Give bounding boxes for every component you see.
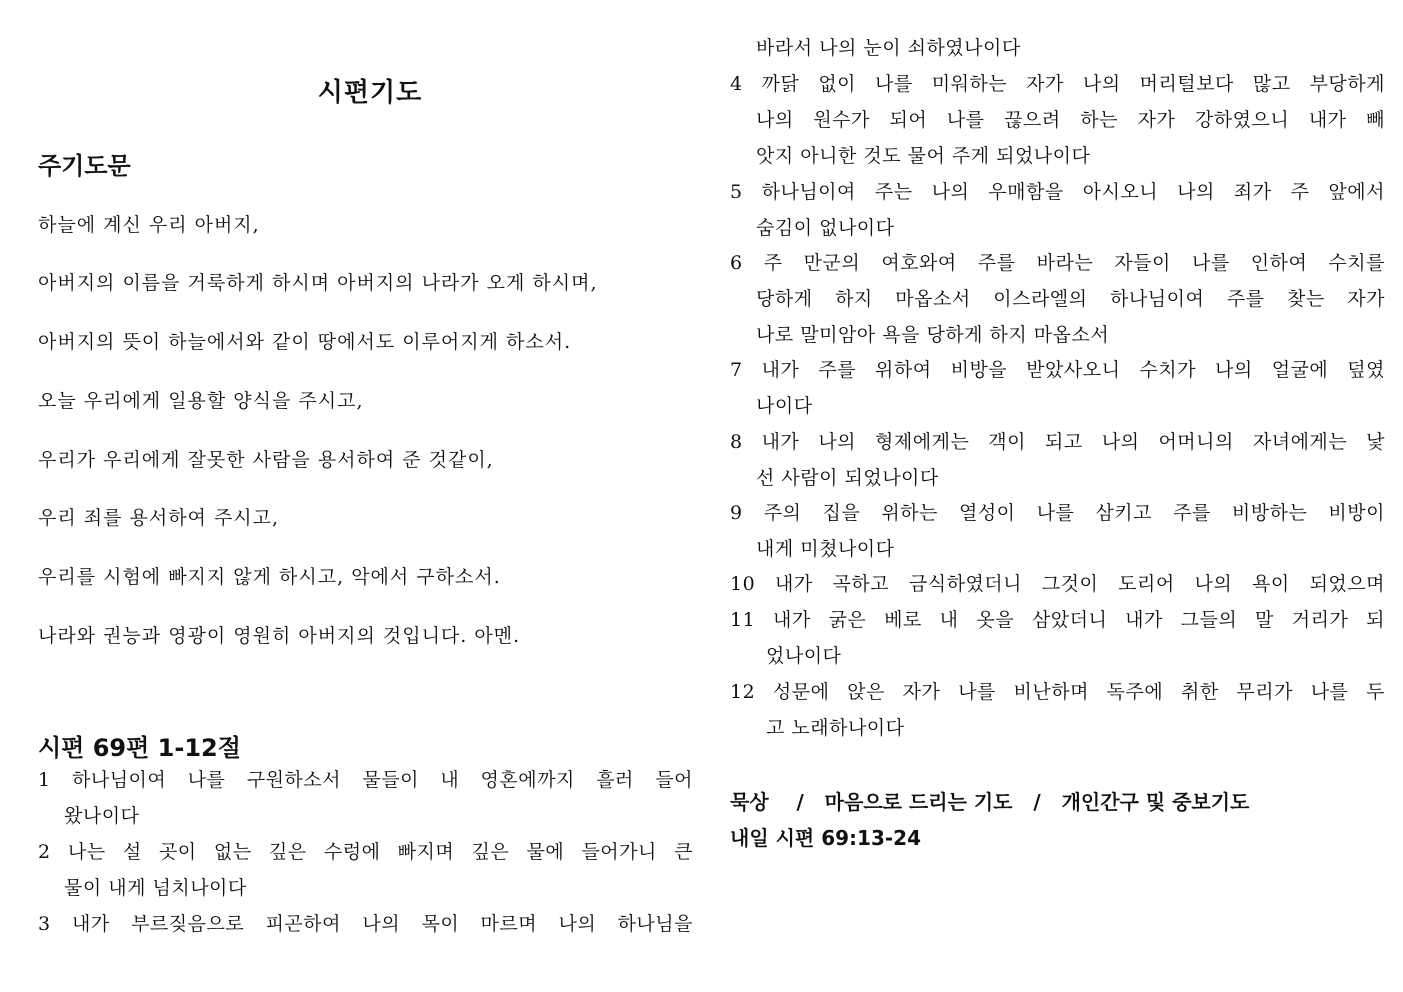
activities-line: 묵상 / 마음으로 드리는 기도 / 개인간구 및 중보기도 <box>730 790 1250 814</box>
verse-line <box>730 566 1385 602</box>
verse-text: 바라서 나의 눈이 쇠하였나이다 <box>756 37 1021 59</box>
verse-text: 앗지 아니한 것도 물어 주게 되었나이다 <box>756 145 1091 167</box>
verse-text: 하나님이여 나를 구원하소서 물들이 내 영혼에까지 흘러 들어 <box>71 769 693 791</box>
verse-number: 3 <box>38 913 51 935</box>
prayer-line: 오늘 우리에게 일용할 양식을 주시고, <box>38 390 364 412</box>
verse-5 <box>730 174 1385 246</box>
verse-text: 었나이다 <box>766 645 842 667</box>
verse-text: 고 노래하나이다 <box>766 717 905 739</box>
verse-12 <box>730 674 1385 746</box>
verse-number: 8 <box>730 431 743 453</box>
verse-text: 내가 곡하고 금식하였더니 그것이 도리어 나의 욕이 되었으며 <box>775 573 1385 595</box>
verse-2 <box>38 834 693 906</box>
verse-line <box>730 245 1385 281</box>
verse-text: 나이다 <box>756 395 813 417</box>
verse-line <box>38 834 693 870</box>
verse-number: 10 <box>730 573 756 595</box>
verse-line <box>730 674 1385 710</box>
prayer-line: 하늘에 계신 우리 아버지, <box>38 214 260 236</box>
verse-number: 9 <box>730 502 743 524</box>
verse-number: 7 <box>730 359 743 381</box>
verse-line <box>730 424 1385 460</box>
verse-line <box>730 602 1385 638</box>
verse-number: 4 <box>730 73 743 95</box>
verse-line <box>730 352 1385 388</box>
prayer-line: 우리를 시험에 빠지지 않게 하시고, 악에서 구하소서. <box>38 566 501 588</box>
verse-10 <box>730 566 1385 602</box>
verse-text: 주의 집을 위하는 열성이 나를 삼키고 주를 비방하는 비방이 <box>763 502 1385 524</box>
verse-line <box>38 906 693 942</box>
verse-text: 내가 주를 위하여 비방을 받았사오니 수치가 나의 얼굴에 덮였 <box>761 359 1385 381</box>
prayer-line: 우리가 우리에게 잘못한 사람을 용서하여 준 것같이, <box>38 449 494 471</box>
verse-line <box>730 174 1385 210</box>
prayer-line: 아버지의 뜻이 하늘에서와 같이 땅에서도 이루어지게 하소서. <box>38 331 572 353</box>
verse-7 <box>730 352 1385 424</box>
verse-number: 1 <box>38 769 51 791</box>
verse-1 <box>38 762 693 834</box>
lords-prayer-heading: 주기도문 <box>38 152 131 180</box>
verse-text: 선 사람이 되었나이다 <box>756 467 939 489</box>
verse-number: 6 <box>730 252 743 274</box>
verse-number: 2 <box>38 841 51 863</box>
page-title: 시편기도 <box>317 78 423 108</box>
psalm-heading: 시편 69편 1-12절 <box>38 734 241 762</box>
verse-text: 나의 원수가 되어 나를 끊으려 하는 자가 강하였으니 내가 빼 <box>756 109 1385 131</box>
verse-text: 왔나이다 <box>64 805 140 827</box>
verse-text: 나는 설 곳이 없는 깊은 수렁에 빠지며 깊은 물에 들어가니 큰 <box>67 841 693 863</box>
verse-9 <box>730 495 1385 567</box>
verse-text: 물이 내게 넘치나이다 <box>64 877 247 899</box>
verse-number: 11 <box>730 609 756 631</box>
verse-text: 성문에 앉은 자가 나를 비난하며 독주에 취한 무리가 나를 두 <box>772 681 1385 703</box>
next-reading: 내일 시편 69:13-24 <box>730 826 922 850</box>
verse-text: 까닭 없이 나를 미워하는 자가 나의 머리털보다 많고 부당하게 <box>761 73 1385 95</box>
verse-text: 내가 부르짖음으로 피곤하여 나의 목이 마르며 나의 하나님을 <box>71 913 693 935</box>
verse-text: 나로 말미암아 욕을 당하게 하지 마옵소서 <box>756 324 1110 346</box>
verse-text: 내가 굵은 베로 내 옷을 삼았더니 내가 그들의 말 거리가 되 <box>773 609 1385 631</box>
verse-text: 하나님이여 주는 나의 우매함을 아시오니 나의 죄가 주 앞에서 <box>761 181 1385 203</box>
verse-11 <box>730 602 1385 674</box>
verse-6 <box>730 245 1385 353</box>
verse-8 <box>730 424 1385 496</box>
verse-text: 당하게 하지 마옵소서 이스라엘의 하나님이여 주를 찾는 자가 <box>756 288 1385 310</box>
verse-line <box>730 495 1385 531</box>
prayer-line: 아버지의 이름을 거룩하게 하시며 아버지의 나라가 오게 하시며, <box>38 272 598 294</box>
verse-4 <box>730 66 1385 174</box>
prayer-line: 나라와 권능과 영광이 영원히 아버지의 것입니다. 아멘. <box>38 625 521 647</box>
verse-text: 내가 나의 형제에게는 객이 되고 나의 어머니의 자녀에게는 낯 <box>761 431 1385 453</box>
verse-line <box>38 762 693 798</box>
verse-line <box>730 66 1385 102</box>
verse-text: 숨김이 없나이다 <box>756 217 895 239</box>
prayer-line: 우리 죄를 용서하여 주시고, <box>38 507 280 529</box>
verse-number: 12 <box>730 681 756 703</box>
verse-number: 5 <box>730 181 743 203</box>
verse-3 <box>38 906 693 942</box>
verse-text: 주 만군의 여호와여 주를 바라는 자들이 나를 인하여 수치를 <box>763 252 1385 274</box>
verse-3-continuation <box>730 30 1385 66</box>
verse-text: 내게 미쳤나이다 <box>756 538 895 560</box>
